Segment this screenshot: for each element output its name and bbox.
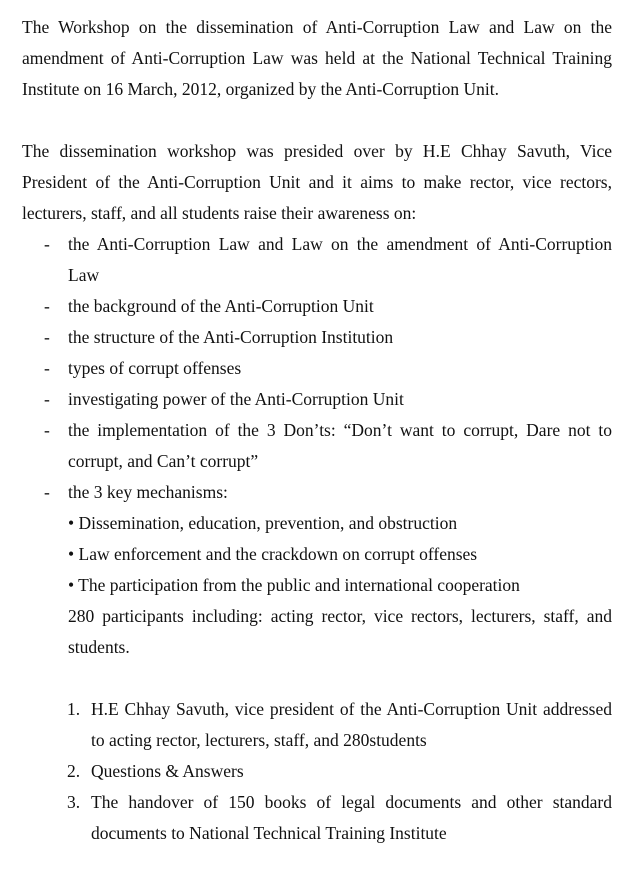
agenda-text: Questions & Answers [91,761,244,781]
dash-marker: - [44,327,50,347]
intro-paragraph: The Workshop on the dissemination of Anti-Corruption Law and Law on the amendment of Anti-Corruption Law was held at the National Technical Training Institute on 16 March, 2012, organized by the Anti-Corruption Unit. [22,17,612,99]
dash-marker: - [44,358,50,378]
mechanisms-list [22,508,612,601]
topic-text: the 3 key mechanisms: [68,482,228,502]
dash-marker: - [44,234,50,254]
agenda-number: 2. [67,761,81,781]
topic-text: the Anti-Corruption Law and Law on the amendment of Anti-Corruption Law [68,234,612,285]
topic-text: investigating power of the Anti-Corruption Unit [68,389,404,409]
topic-text: the background of the Anti-Corruption Unit [68,296,374,316]
topic-item [22,322,612,353]
agenda-number: 1. [67,699,81,719]
topic-item [22,291,612,322]
presided-paragraph: The dissemination workshop was presided over by H.E Chhay Savuth, Vice President of the Anti-Corruption Unit and it aims to make rector, vice rectors, lecturers, staff, and all students raise their awareness on: [22,141,612,223]
agenda-text: H.E Chhay Savuth, vice president of the Anti-Corruption Unit addressed to acting rector, lecturers, staff, and 280students [91,699,612,750]
agenda-item [22,787,612,849]
agenda-text: The handover of 150 books of legal documents and other standard documents to National Technical Training Institute [91,792,612,843]
dash-marker: - [44,482,50,502]
mechanism-item: • Dissemination, education, prevention, and obstruction [68,513,458,533]
agenda-number: 3. [67,792,81,812]
dash-marker: - [44,296,50,316]
topic-text: types of corrupt offenses [68,358,242,378]
dash-marker: - [44,389,50,409]
topic-item [22,384,612,415]
topic-item [22,477,612,508]
topic-item [22,229,612,291]
topics-list [22,229,612,508]
agenda-item [22,694,612,756]
dash-marker: - [44,420,50,440]
mechanism-item: • Law enforcement and the crackdown on corrupt offenses [68,544,478,564]
participants-paragraph: 280 participants including: acting rector, vice rectors, lecturers, staff, and students. [68,606,612,657]
agenda-list [22,694,612,849]
topic-text: the structure of the Anti-Corruption Institution [68,327,394,347]
topic-item [22,353,612,384]
topic-text: the implementation of the 3 Don’ts: “Don’t want to corrupt, Dare not to corrupt, and Can’t corrupt” [68,420,612,471]
topic-item [22,415,612,477]
agenda-item [22,756,612,787]
mechanism-item: • The participation from the public and international cooperation [68,575,520,595]
